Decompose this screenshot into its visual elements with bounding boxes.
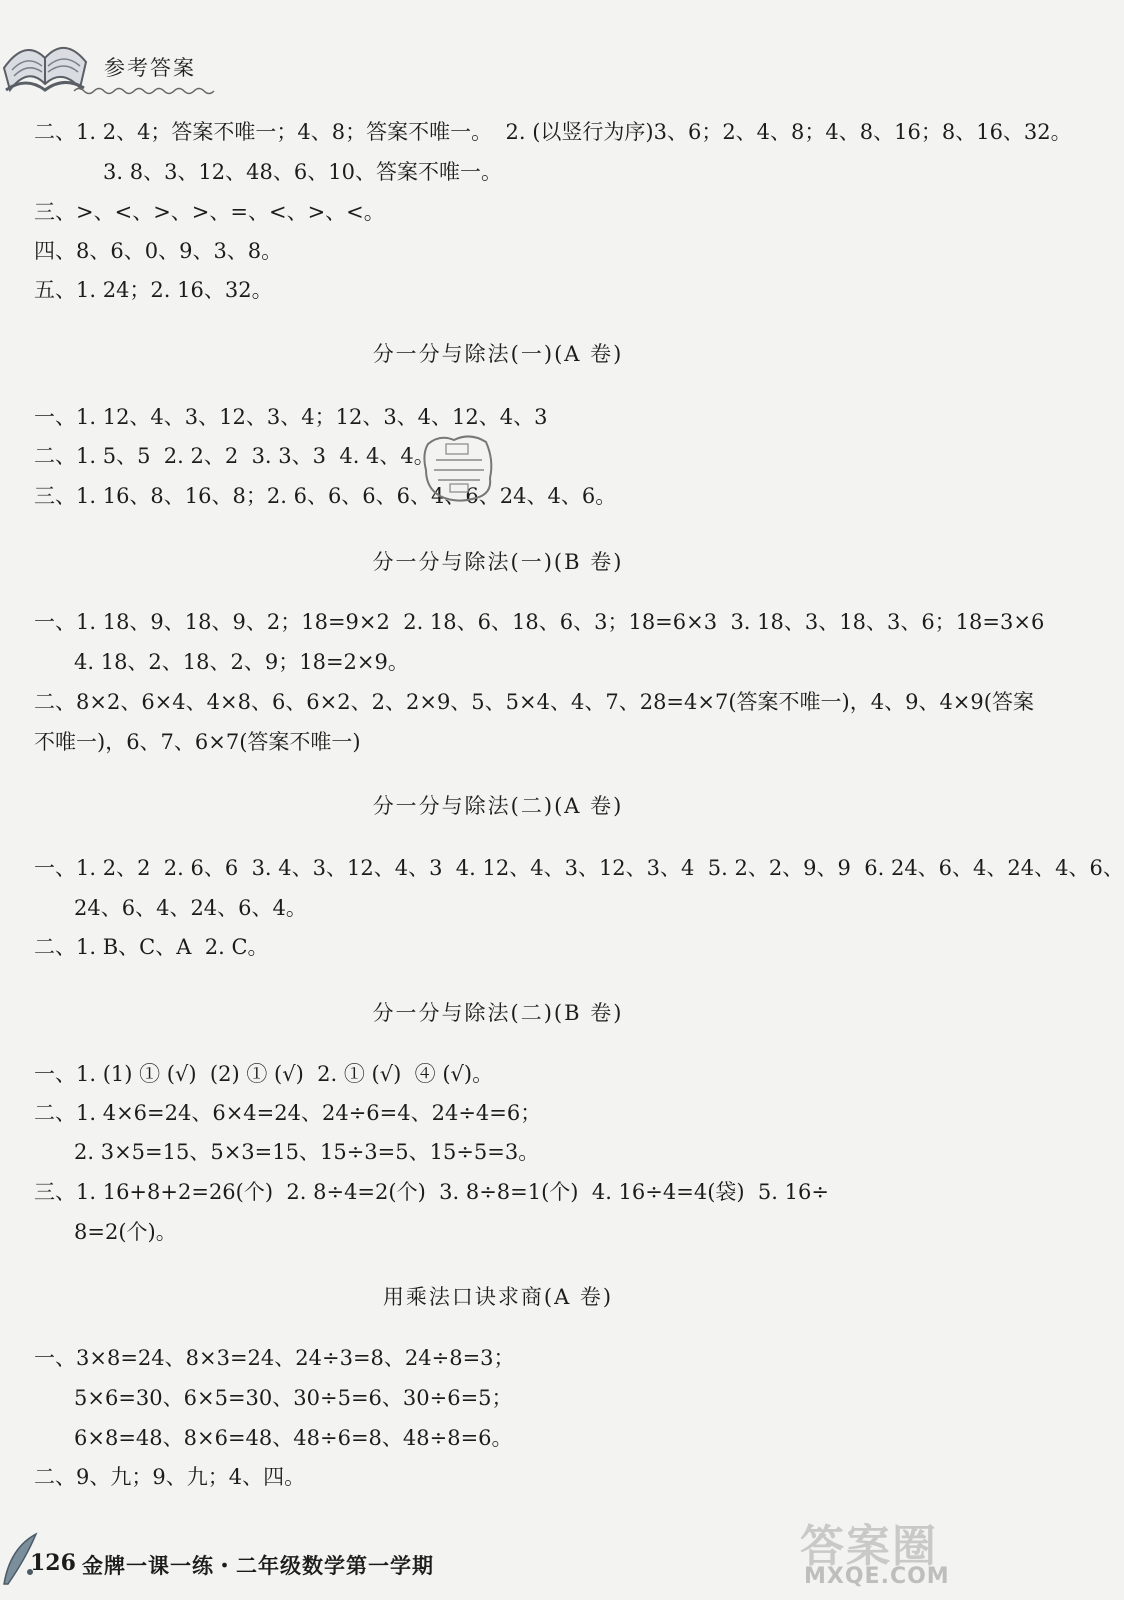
answer-line: 二、1. 2、4；答案不唯一；4、8；答案不唯一。 2. (以竖行为序)3、6；2、4、8；4、8、16；8、16、32。 [34, 120, 1072, 144]
answer-line: 不唯一)，6、7、6×7(答案不唯一) [34, 730, 361, 754]
section-heading: 分一分与除法(二)(B 卷) [372, 1001, 624, 1025]
answer-line: 五、1. 24；2. 16、32。 [34, 278, 273, 302]
answer-line: 8=2(个)。 [74, 1220, 177, 1244]
answer-line: 三、1. 16、8、16、8；2. 6、6、6、6、4、6、24、4、6。 [34, 484, 617, 508]
header-title: 参考答案 [104, 56, 196, 80]
answer-line: 4. 18、2、18、2、9；18=2×9。 [74, 650, 409, 674]
page-number: 126 [30, 1550, 76, 1576]
answer-line: 三、>、<、>、>、=、<、>、<。 [34, 200, 385, 224]
answer-line: 二、8×2、6×4、4×8、6、6×2、2、2×9、5、5×4、4、7、28=4×7(答案不唯一)，4、9、4×9(答案 [34, 690, 1034, 714]
answer-line: 一、1. (1) ① (√) (2) ① (√) 2. ① (√) ④ (√)。 [34, 1062, 494, 1086]
answer-line: 一、1. 18、9、18、9、2；18=9×2 2. 18、6、18、6、3；18=6×3 3. 18、3、18、3、6；18=3×6 [34, 610, 1045, 634]
answer-line: 二、9、九；9、九；4、四。 [34, 1465, 306, 1489]
answer-line: 三、1. 16+8+2=26(个) 2. 8÷4=2(个) 3. 8÷8=1(个) 4. 16÷4=4(袋) 5. 16÷ [34, 1180, 829, 1204]
section-heading: 分一分与除法(二)(A 卷) [372, 794, 624, 818]
section-heading: 分一分与除法(一)(B 卷) [372, 550, 624, 574]
answer-line: 一、1. 2、2 2. 6、6 3. 4、3、12、4、3 4. 12、4、3、12、3、4 5. 2、2、9、9 6. 24、6、4、24、4、6、 [34, 856, 1124, 880]
answer-line: 二、1. 4×6=24、6×4=24、24÷6=4、24÷4=6； [34, 1101, 542, 1125]
answer-line: 二、1. 5、5 2. 2、2 3. 3、3 4. 4、4。 [34, 444, 435, 468]
watermark-logo-text: 答案圈 [800, 1521, 938, 1572]
answer-line: 四、8、6、0、9、3、8。 [34, 239, 283, 263]
answer-line: 一、3×8=24、8×3=24、24÷3=8、24÷8=3； [34, 1346, 515, 1370]
section-heading: 分一分与除法(一)(A 卷) [372, 342, 624, 366]
answer-line: 2. 3×5=15、5×3=15、15÷3=5、15÷5=3。 [74, 1140, 540, 1164]
watermark-domain: MXQE.COM [804, 1564, 950, 1589]
book-title: 金牌一课一练・二年级数学第一学期 [82, 1553, 434, 1578]
answer-line: 一、1. 12、4、3、12、3、4；12、3、4、12、4、3 [34, 405, 548, 429]
answer-line: 6×8=48、8×6=48、48÷6=8、48÷8=6。 [74, 1426, 513, 1450]
answer-line: 24、6、4、24、6、4。 [74, 896, 307, 920]
section-heading: 用乘法口诀求商(A 卷) [382, 1285, 614, 1309]
answer-line: 二、1. B、C、A 2. C。 [34, 935, 269, 959]
answer-line: 3. 8、3、12、48、6、10、答案不唯一。 [103, 160, 502, 184]
answer-line: 5×6=30、6×5=30、30÷5=6、30÷6=5； [74, 1386, 513, 1410]
stamp-icon [420, 430, 498, 504]
watermark [800, 1510, 990, 1596]
